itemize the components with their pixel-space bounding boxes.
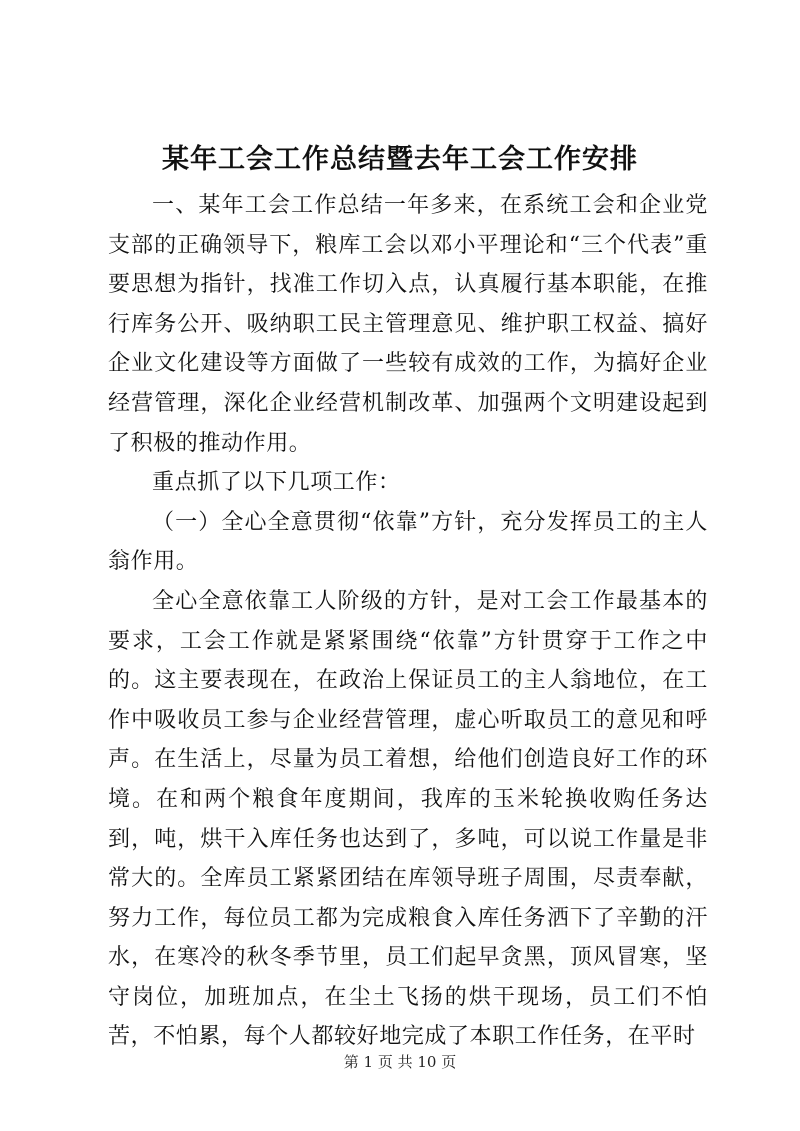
paragraph-section-heading: （一）全心全意贯彻“依靠”方针，充分发挥员工的主人翁作用。 <box>108 509 708 575</box>
document-body <box>108 186 708 1057</box>
paragraph-detail: 全心全意依靠工人阶级的方针，是对工会工作最基本的要求，工会工作就是紧紧围绕“依靠”方针贯穿于工作之中的。这主要表现在，在政治上保证员工的主人翁地位，在工作中吸收员工参与企业经营管理，虚心听取员工的意见和呼声。在生活上，尽量为员工着想，给他们创造良好工作的环境。在和两个粮食年度期间，我库的玉米轮换收购任务达到，吨，烘干入库任务也达到了，多吨，可以说工作量是非常大的。全库员工紧紧团结在库领导班子周围，尽责奉献，努力工作，每位员工都为完成粮食入库任务洒下了辛勤的汗水，在寒冷的秋冬季节里，员工们起早贪黑，顶风冒寒，坚守岗位，加班加点，在尘土飞扬的烘干现场，员工们不怕苦，不怕累，每个人都较好地完成了本职工作任务，在平时 <box>108 588 708 1050</box>
page-number-footer: 第 1 页 共 10 页 <box>343 1053 457 1071</box>
paragraph-summary: 一、某年工会工作总结一年多来，在系统工会和企业党支部的正确领导下，粮库工会以邓小平理论和“三个代表”重要思想为指针，找准工作切入点，认真履行基本职能，在推行库务公开、吸纳职工民主管理意见、维护职工权益、搞好企业文化建设等方面做了一些较有成效的工作，为搞好企业经营管理，深化企业经营机制改革、加强两个文明建设起到了积极的推动作用。 <box>108 193 708 456</box>
paragraph-key-work: 重点抓了以下几项工作： <box>152 470 401 496</box>
document-title: 某年工会工作总结暨去年工会工作安排 <box>162 144 638 175</box>
